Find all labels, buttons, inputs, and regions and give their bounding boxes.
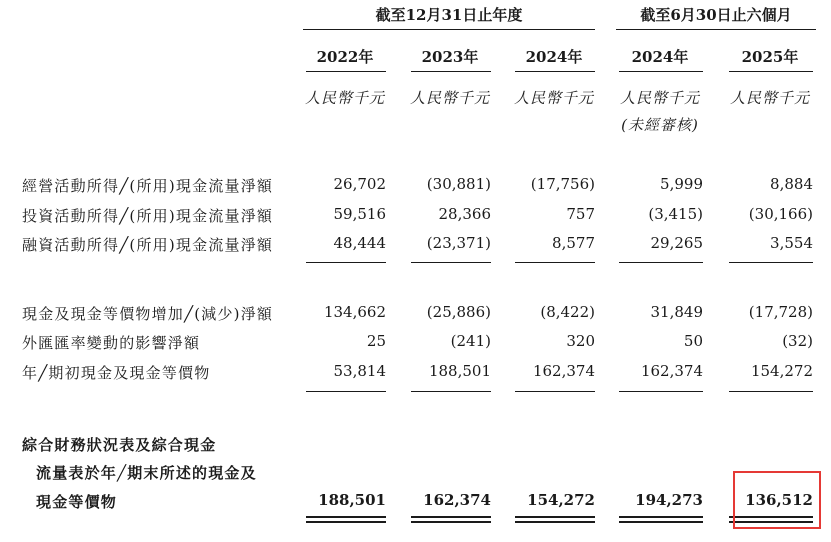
total-label-line-2: 流量表於年╱期末所述的現金及 [36, 464, 257, 482]
col-year-rule-1 [306, 71, 386, 72]
row-value: 53,814 [333, 362, 386, 380]
col-year-4: 2024年 [631, 48, 689, 66]
row-value: (8,422) [540, 303, 595, 321]
row-value: 134,662 [323, 303, 386, 321]
row-value: 154,272 [750, 362, 813, 380]
row-label: 融資活動所得╱(所用)現金流量淨額 [22, 236, 274, 254]
subtotal-rule [515, 262, 595, 263]
subtotal-rule [619, 262, 703, 263]
row-value: 28,366 [438, 205, 491, 223]
row-value: 59,516 [333, 205, 386, 223]
col-year-3: 2024年 [525, 48, 583, 66]
subtotal-rule [515, 391, 595, 392]
col-note-4: (未經審核) [621, 116, 699, 134]
col-unit-2: 人民幣千元 [409, 89, 490, 107]
total-value-2: 162,374 [423, 491, 491, 509]
row-label: 投資活動所得╱(所用)現金流量淨額 [22, 207, 274, 225]
col-year-rule-2 [411, 71, 491, 72]
col-unit-3: 人民幣千元 [513, 89, 594, 107]
total-double-rule-4 [619, 516, 703, 523]
row-value: (17,756) [530, 175, 595, 193]
row-value: 48,444 [333, 234, 386, 252]
row-value: (30,166) [748, 205, 813, 223]
row-label: 年╱期初現金及現金等價物 [22, 364, 211, 382]
total-value-4: 194,273 [635, 491, 703, 509]
subtotal-rule [411, 391, 491, 392]
group-header-six-month: 截至6月30日止六個月 [640, 6, 792, 24]
row-value: 26,702 [333, 175, 386, 193]
total-label-line-1: 綜合財務狀況表及綜合現金 [22, 436, 217, 454]
row-value: (17,728) [748, 303, 813, 321]
row-value: (25,886) [426, 303, 491, 321]
row-value: 3,554 [770, 234, 813, 252]
col-year-rule-3 [515, 71, 595, 72]
row-label: 經營活動所得╱(所用)現金流量淨額 [22, 177, 274, 195]
total-value-1: 188,501 [318, 491, 386, 509]
total-double-rule-1 [306, 516, 386, 523]
col-unit-5: 人民幣千元 [729, 89, 810, 107]
row-label: 外匯匯率變動的影響淨額 [22, 334, 201, 352]
subtotal-rule [729, 262, 813, 263]
total-value-5: 136,512 [745, 491, 813, 509]
subtotal-rule [729, 391, 813, 392]
row-value: 320 [566, 332, 595, 350]
total-label-line-3: 現金等價物 [36, 493, 118, 511]
group-header-full-year-rule [303, 29, 595, 30]
row-value: 29,265 [650, 234, 703, 252]
row-value: 188,501 [428, 362, 491, 380]
col-year-2: 2023年 [421, 48, 479, 66]
total-value-3: 154,272 [527, 491, 595, 509]
row-value: (3,415) [648, 205, 703, 223]
row-value: 31,849 [650, 303, 703, 321]
row-value: (23,371) [426, 234, 491, 252]
row-label: 現金及現金等價物增加╱(減少)淨額 [22, 305, 274, 323]
col-year-rule-5 [729, 71, 813, 72]
col-unit-4: 人民幣千元 [619, 89, 700, 107]
row-value: 8,577 [552, 234, 595, 252]
row-value: 25 [366, 332, 386, 350]
row-value: (241) [450, 332, 491, 350]
total-double-rule-2 [411, 516, 491, 523]
row-value: 757 [566, 205, 595, 223]
subtotal-rule [619, 391, 703, 392]
subtotal-rule [411, 262, 491, 263]
row-value: 162,374 [532, 362, 595, 380]
group-header-full-year: 截至12月31日止年度 [375, 6, 523, 24]
highlight-box [733, 471, 821, 529]
row-value: 162,374 [640, 362, 703, 380]
group-header-six-month-rule [616, 29, 816, 30]
total-double-rule-3 [515, 516, 595, 523]
col-unit-1: 人民幣千元 [304, 89, 385, 107]
row-value: 8,884 [770, 175, 813, 193]
col-year-1: 2022年 [316, 48, 374, 66]
col-year-5: 2025年 [741, 48, 799, 66]
subtotal-rule [306, 391, 386, 392]
col-year-rule-4 [619, 71, 703, 72]
row-value: (30,881) [426, 175, 491, 193]
row-value: 50 [683, 332, 703, 350]
row-value: (32) [782, 332, 813, 350]
subtotal-rule [306, 262, 386, 263]
row-value: 5,999 [660, 175, 703, 193]
